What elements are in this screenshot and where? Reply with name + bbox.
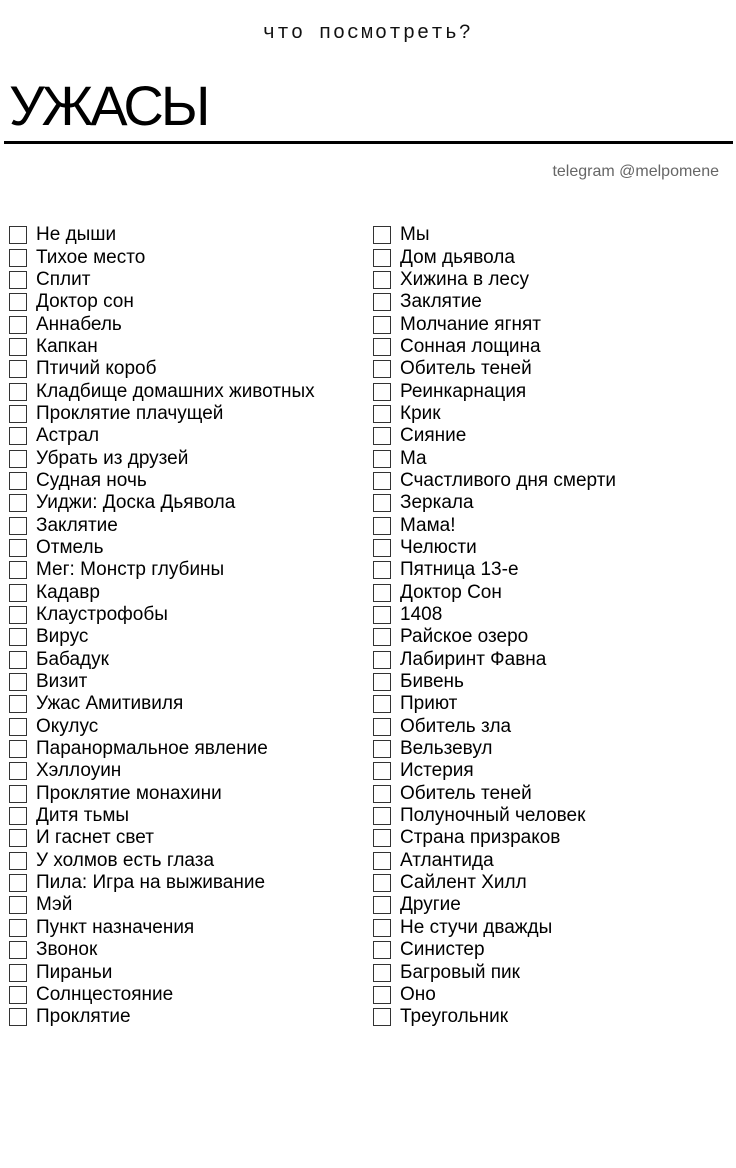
checklist-item[interactable]	[9, 850, 359, 872]
checkbox[interactable]	[9, 740, 27, 758]
movie-title: Хэллоуин	[36, 760, 122, 782]
movie-title: Атлантида	[400, 849, 494, 871]
checklist-item[interactable]	[373, 537, 728, 559]
movie-title: Судная ночь	[36, 469, 147, 491]
checklist-item[interactable]	[9, 269, 359, 291]
checklist-item[interactable]	[9, 604, 359, 626]
checkbox[interactable]	[373, 919, 391, 937]
checkbox[interactable]	[9, 494, 27, 512]
movie-title: Заклятие	[36, 514, 118, 536]
checkbox[interactable]	[373, 584, 391, 602]
checklist-item[interactable]	[373, 671, 728, 693]
checklist-item[interactable]	[373, 805, 728, 827]
movie-title: Окулус	[36, 715, 99, 737]
movie-title: Страна призраков	[400, 827, 561, 849]
movie-title: Проклятие	[36, 1006, 131, 1028]
checkbox[interactable]	[373, 405, 391, 423]
movie-title: Мэй	[36, 894, 73, 916]
checkbox[interactable]	[373, 360, 391, 378]
checkbox[interactable]	[9, 807, 27, 825]
checkbox[interactable]	[9, 561, 27, 579]
checklist-item[interactable]	[9, 805, 359, 827]
movie-title: Кладбище домашних животных	[36, 380, 315, 402]
checkbox[interactable]	[373, 852, 391, 870]
movie-title: Уиджи: Доска Дьявола	[36, 492, 236, 514]
checkbox[interactable]	[9, 472, 27, 490]
checklist-item[interactable]	[9, 649, 359, 671]
checkbox[interactable]	[373, 249, 391, 267]
movie-title: Обитель теней	[400, 358, 532, 380]
checkbox[interactable]	[373, 316, 391, 334]
movie-title: Солнцестояние	[36, 983, 174, 1005]
checkbox[interactable]	[9, 785, 27, 803]
movie-title: Багровый пик	[400, 961, 520, 983]
checkbox[interactable]	[373, 450, 391, 468]
movie-title: Проклятие плачущей	[36, 402, 224, 424]
movie-title: Ма	[400, 447, 427, 469]
checklist-left	[9, 224, 359, 1028]
checkbox[interactable]	[9, 896, 27, 914]
movie-title: Паранормальное явление	[36, 738, 268, 760]
checkbox[interactable]	[9, 427, 27, 445]
subtitle: что посмотреть?	[262, 22, 474, 45]
checkbox[interactable]	[373, 383, 391, 401]
checkbox[interactable]	[373, 517, 391, 535]
credit-text: telegram @melpomene	[552, 163, 719, 180]
checkbox[interactable]	[9, 986, 27, 1004]
checkbox[interactable]	[9, 450, 27, 468]
checkbox[interactable]	[373, 964, 391, 982]
checkbox[interactable]	[373, 874, 391, 892]
checkbox[interactable]	[9, 673, 27, 691]
checklist-right	[373, 224, 728, 1028]
movie-title: Сияние	[400, 425, 467, 447]
movie-title: Полуночный человек	[400, 805, 586, 827]
checklist-item[interactable]	[373, 783, 728, 805]
checklist-item[interactable]	[9, 671, 359, 693]
checkbox[interactable]	[373, 472, 391, 490]
checklist-item[interactable]	[373, 939, 728, 961]
movie-title: И гаснет свет	[36, 827, 154, 849]
checklist-item[interactable]	[373, 693, 728, 715]
checklist-item[interactable]	[373, 403, 728, 425]
checklist-item[interactable]	[9, 783, 359, 805]
movie-title: Не стучи дважды	[400, 916, 553, 938]
checklist-item[interactable]	[9, 961, 359, 983]
checkbox[interactable]	[9, 718, 27, 736]
checkbox[interactable]	[373, 673, 391, 691]
checklist-item[interactable]	[9, 760, 359, 782]
movie-title: Обитель зла	[400, 715, 512, 737]
movie-title: Молчание ягнят	[400, 313, 541, 335]
checklist-item[interactable]	[373, 604, 728, 626]
checklist-item[interactable]	[9, 693, 359, 715]
checklist-item[interactable]	[373, 649, 728, 671]
checklist-item[interactable]	[373, 425, 728, 447]
movie-title: Бабадук	[36, 648, 109, 670]
checkbox[interactable]	[9, 539, 27, 557]
movie-title: Мы	[400, 224, 430, 246]
checklist-item[interactable]	[9, 716, 359, 738]
checkbox[interactable]	[373, 695, 391, 713]
movie-title: Пираньи	[36, 961, 113, 983]
movie-title: Кадавр	[36, 581, 100, 603]
checkbox[interactable]	[373, 293, 391, 311]
checkbox[interactable]	[373, 740, 391, 758]
checklist-item[interactable]	[373, 894, 728, 916]
movie-title: Крик	[400, 402, 441, 424]
checklist-item[interactable]	[373, 514, 728, 536]
checklist-item[interactable]	[9, 537, 359, 559]
checklist-item[interactable]	[9, 626, 359, 648]
movie-title: Дитя тьмы	[36, 805, 130, 827]
movie-title: Хижина в лесу	[400, 268, 529, 290]
checkbox[interactable]	[9, 829, 27, 847]
checklist-item[interactable]	[9, 582, 359, 604]
checklist-item[interactable]	[9, 291, 359, 313]
checklist-item[interactable]	[9, 380, 359, 402]
checkbox[interactable]	[373, 785, 391, 803]
checklist-item[interactable]	[9, 872, 359, 894]
checklist-item[interactable]	[373, 447, 728, 469]
movie-title: Аннабель	[36, 313, 122, 335]
checklist-item[interactable]	[373, 716, 728, 738]
checklist-item[interactable]	[9, 738, 359, 760]
checkbox[interactable]	[373, 427, 391, 445]
movie-title: Мама!	[400, 514, 456, 536]
checkbox[interactable]	[9, 651, 27, 669]
checklist-item[interactable]	[9, 403, 359, 425]
checkbox[interactable]	[373, 494, 391, 512]
checklist-item[interactable]	[9, 224, 359, 246]
movie-title: Тихое место	[36, 246, 146, 268]
checklist-item[interactable]	[373, 336, 728, 358]
checkbox[interactable]	[373, 896, 391, 914]
checkbox[interactable]	[373, 986, 391, 1004]
checkbox[interactable]	[9, 695, 27, 713]
checklist-item[interactable]	[373, 626, 728, 648]
checkbox[interactable]	[9, 360, 27, 378]
checklist-item[interactable]	[9, 246, 359, 268]
movie-title: Пятница 13-е	[400, 559, 519, 581]
movie-title: Визит	[36, 671, 88, 693]
checkbox[interactable]	[9, 338, 27, 356]
movie-title: Истерия	[400, 760, 474, 782]
checklist-item[interactable]	[373, 738, 728, 760]
movie-title: Ужас Амитивиля	[36, 693, 184, 715]
movie-title: Оно	[400, 983, 436, 1005]
checkbox[interactable]	[9, 249, 27, 267]
movie-title: Вельзевул	[400, 738, 493, 760]
checklist-item[interactable]	[373, 1006, 728, 1028]
movie-title: Птичий короб	[36, 358, 157, 380]
checkbox[interactable]	[9, 852, 27, 870]
checkbox[interactable]	[373, 226, 391, 244]
checklist-item[interactable]	[373, 291, 728, 313]
movie-title: Треугольник	[400, 1006, 509, 1028]
checkbox[interactable]	[373, 651, 391, 669]
checklist-item[interactable]	[373, 582, 728, 604]
checkbox[interactable]	[9, 405, 27, 423]
movie-title: Дом дьявола	[400, 246, 515, 268]
checklist-item[interactable]	[9, 939, 359, 961]
checklist-item[interactable]	[9, 358, 359, 380]
checkbox[interactable]	[9, 226, 27, 244]
movie-title: Другие	[400, 894, 461, 916]
checkbox[interactable]	[9, 517, 27, 535]
movie-title: Реинкарнация	[400, 380, 527, 402]
checkbox[interactable]	[373, 1008, 391, 1026]
checklist-item[interactable]	[373, 470, 728, 492]
checklist-item[interactable]	[373, 917, 728, 939]
movie-title: Астрал	[36, 425, 100, 447]
checkbox[interactable]	[9, 762, 27, 780]
checkbox[interactable]	[373, 718, 391, 736]
checkbox[interactable]	[9, 941, 27, 959]
movie-title: Заклятие	[400, 291, 482, 313]
movie-title: Мег: Монстр глубины	[36, 559, 225, 581]
movie-title: Отмель	[36, 536, 104, 558]
checklist-item[interactable]	[9, 313, 359, 335]
checklist-item[interactable]	[9, 447, 359, 469]
checkbox[interactable]	[9, 293, 27, 311]
checkbox[interactable]	[373, 338, 391, 356]
movie-title: Обитель теней	[400, 782, 532, 804]
checkbox[interactable]	[9, 316, 27, 334]
checklist-item[interactable]	[373, 380, 728, 402]
checklist-item[interactable]	[9, 514, 359, 536]
page-title: УЖАСЫ	[9, 74, 208, 137]
checklist-item[interactable]	[9, 425, 359, 447]
movie-title: Приют	[400, 693, 458, 715]
checklist-item[interactable]	[9, 894, 359, 916]
checkbox[interactable]	[9, 874, 27, 892]
movie-title: Райское озеро	[400, 626, 529, 648]
movie-title: У холмов есть глаза	[36, 849, 215, 871]
movie-title: Лабиринт Фавна	[400, 648, 547, 670]
checkbox[interactable]	[373, 628, 391, 646]
checklist-item[interactable]	[9, 470, 359, 492]
checkbox[interactable]	[9, 1008, 27, 1026]
movie-title: Синистер	[400, 939, 485, 961]
checkbox[interactable]	[373, 561, 391, 579]
checklist-item[interactable]	[373, 358, 728, 380]
checklist-item[interactable]	[9, 559, 359, 581]
checkbox[interactable]	[373, 539, 391, 557]
checklist-item[interactable]	[9, 336, 359, 358]
checklist-item[interactable]	[373, 269, 728, 291]
checklist-item[interactable]	[373, 850, 728, 872]
movie-title: Капкан	[36, 335, 98, 357]
movie-title: Звонок	[36, 939, 98, 961]
movie-title: Доктор Сон	[400, 581, 502, 603]
checklist-item[interactable]	[373, 224, 728, 246]
checklist-item[interactable]	[373, 760, 728, 782]
movie-title: Пункт назначения	[36, 916, 195, 938]
movie-title: Сплит	[36, 268, 91, 290]
checkbox[interactable]	[373, 941, 391, 959]
checkbox[interactable]	[9, 606, 27, 624]
movie-title: Счастливого дня смерти	[400, 469, 617, 491]
checkbox[interactable]	[373, 606, 391, 624]
divider	[4, 141, 733, 144]
movie-title: Сайлент Хилл	[400, 872, 527, 894]
movie-title: Доктор сон	[36, 291, 134, 313]
checkbox[interactable]	[9, 383, 27, 401]
checkbox[interactable]	[373, 271, 391, 289]
checklist-item[interactable]	[373, 827, 728, 849]
movie-title: Зеркала	[400, 492, 474, 514]
checklist-item[interactable]	[373, 492, 728, 514]
checklist-item[interactable]	[9, 1006, 359, 1028]
checklist-item[interactable]	[9, 917, 359, 939]
checklist-item[interactable]	[9, 492, 359, 514]
checkbox[interactable]	[9, 271, 27, 289]
checklist-item[interactable]	[373, 961, 728, 983]
checklist-item[interactable]	[373, 313, 728, 335]
movie-title: Пила: Игра на выживание	[36, 872, 266, 894]
checkbox[interactable]	[9, 964, 27, 982]
checkbox[interactable]	[9, 584, 27, 602]
movie-title: Проклятие монахини	[36, 782, 222, 804]
movie-title: Убрать из друзей	[36, 447, 189, 469]
movie-title: Клаустрофобы	[36, 604, 168, 626]
checkbox[interactable]	[373, 829, 391, 847]
movie-title: Бивень	[400, 671, 464, 693]
movie-title: 1408	[400, 604, 443, 626]
checkbox[interactable]	[373, 762, 391, 780]
movie-title: Сонная лощина	[400, 335, 541, 357]
checklist-item[interactable]	[373, 984, 728, 1006]
movie-title: Не дыши	[36, 224, 117, 246]
checkbox[interactable]	[9, 919, 27, 937]
movie-title: Челюсти	[400, 536, 477, 558]
checkbox[interactable]	[373, 807, 391, 825]
movie-title: Вирус	[36, 626, 89, 648]
checklist-item[interactable]	[373, 246, 728, 268]
checklist-item[interactable]	[9, 984, 359, 1006]
checkbox[interactable]	[9, 628, 27, 646]
checklist-item[interactable]	[373, 872, 728, 894]
checklist-item[interactable]	[373, 559, 728, 581]
checklist-item[interactable]	[9, 827, 359, 849]
